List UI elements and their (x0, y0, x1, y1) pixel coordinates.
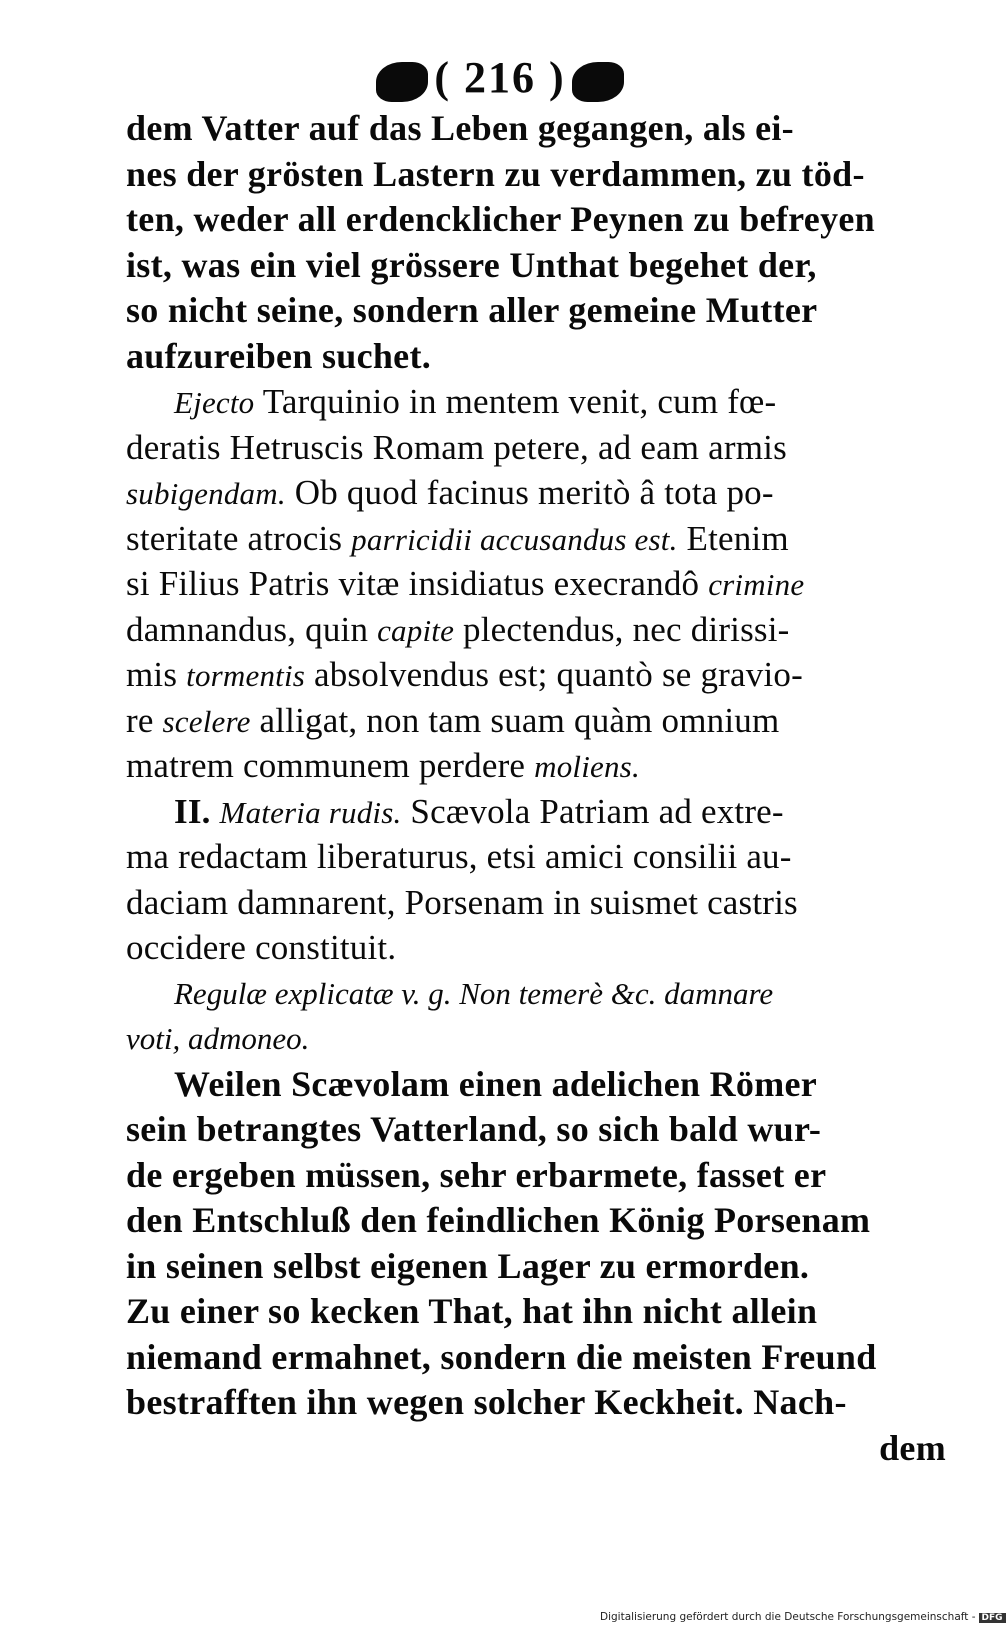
text-line: den Entschluß den feindlichen König Porsenam (126, 1200, 871, 1240)
italic-text: Materia rudis. (219, 794, 402, 830)
text-line: steritate atrocis parricidii accusandus est. Etenim (126, 518, 789, 558)
text-line: aufzureiben suchet. (126, 335, 432, 376)
text-line: dem Vatter auf das Leben gegangen, als ei- (126, 108, 794, 148)
digitization-footer (600, 1611, 1006, 1623)
text-line: ist, was ein viel grössere Unthat begehet der, (126, 244, 817, 285)
page-header (0, 52, 1000, 103)
text-line: daciam damnarent, Porsenam in suismet castris (126, 882, 798, 922)
text-line: sein betrangtes Vatterland, so sich bald wur- (126, 1109, 822, 1149)
italic-text: parricidii accusandus est. (351, 521, 678, 557)
text-line: in seinen selbst eigenen Lager zu ermorden. (126, 1245, 810, 1286)
text-line: ten, weder all erdencklicher Peynen zu befreyen (126, 199, 875, 239)
text-line: occidere constituit. (126, 928, 397, 967)
text-line: Regulæ explicatæ v. g. Non temerè &c. damnare (174, 975, 774, 1011)
text-line: Zu einer so kecken That, hat ihn nicht allein (126, 1291, 818, 1331)
italic-text: scelere (162, 703, 251, 739)
text-line: si Filius Patris vitæ insidiatus execrandô crimine (126, 564, 805, 603)
italic-text: crimine (708, 567, 805, 602)
text-line: matrem communem perdere moliens. (126, 746, 640, 785)
section-number: II. (174, 791, 220, 831)
text-line: Weilen Scævolam einen adelichen Römer (174, 1063, 818, 1104)
italic-text: capite (377, 612, 455, 648)
text-line: Ejecto Tarquinio in mentem venit, cum fœ- (174, 382, 777, 421)
right-ornament-icon (572, 62, 624, 102)
catchword: dem (879, 1427, 946, 1468)
text-line: deratis Hetruscis Romam petere, ad eam armis (126, 427, 787, 467)
page-number: ( 216 ) (434, 53, 566, 102)
text-line: re scelere alligat, non tam suam quàm omnium (126, 700, 780, 740)
text-line: niemand ermahnet, sondern die meisten Freund (126, 1336, 877, 1377)
text-line: so nicht seine, sondern aller gemeine Mutter (126, 290, 818, 330)
italic-text: moliens. (534, 749, 640, 784)
text-line: subigendam. Ob quod facinus meritò â tota po- (126, 473, 774, 512)
text-line: voti, admoneo. (126, 1021, 310, 1056)
italic-text: tormentis (186, 658, 306, 693)
text-line: II. Materia rudis. Scævola Patriam ad extre- (174, 791, 784, 831)
text-line: bestrafften ihn wegen solcher Keckheit. Nach- (126, 1382, 847, 1422)
text-line: damnandus, quin capite plectendus, nec dirissi- (126, 609, 790, 649)
text-line: nes der grösten Lastern zu verdammen, zu töd- (126, 153, 865, 194)
text-line: de ergeben müssen, sehr erbarmete, fasset er (126, 1154, 827, 1195)
footer-text: Digitalisierung gefördert durch die Deutsche Forschungsgemeinschaft - (600, 1611, 976, 1623)
italic-text: Ejecto (174, 385, 255, 420)
left-ornament-icon (376, 62, 428, 102)
text-line: mis tormentis absolvendus est; quantò se gravio- (126, 655, 803, 694)
text-line: ma redactam liberaturus, etsi amici consilii au- (126, 837, 792, 876)
dfg-logo: DFG (979, 1613, 1006, 1623)
italic-text: subigendam. (126, 476, 286, 511)
body-text (126, 106, 946, 1471)
